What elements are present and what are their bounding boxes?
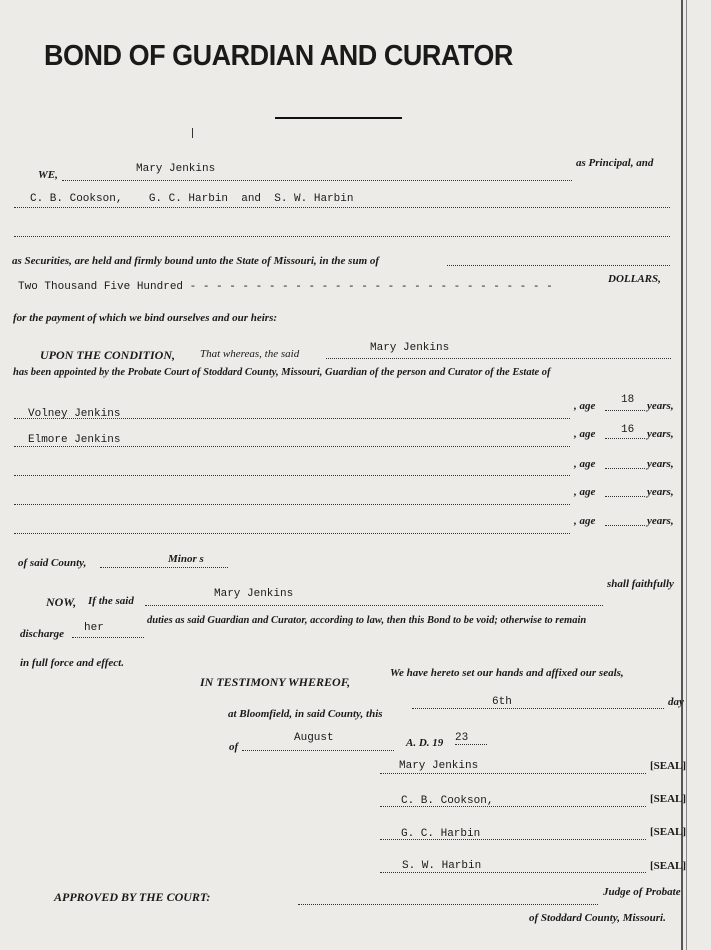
of-label: of [229,741,239,753]
approved-label: APPROVED BY THE COURT: [54,890,211,904]
pronoun-line [72,637,144,638]
at-bloomfield-label: at Bloomfield, in said County, this [228,708,383,720]
seal-4: [SEAL] [650,860,687,872]
signature-line-1 [380,773,646,774]
age-line-5 [605,525,645,526]
testimony-label: IN TESTIMONY WHEREOF, [200,675,351,689]
securities-line-2 [14,236,670,237]
minor-name-2: Elmore Jenkins [28,434,121,446]
year-field: 23 [455,732,469,744]
full-force-label: in full force and effect. [20,657,124,669]
age-label-1: , age [574,400,596,412]
day-line [412,708,664,709]
securities-field: C. B. Cookson, G. C. Harbin and S. W. Harbin [30,193,354,205]
minor-word-field: Minor s [168,553,204,565]
principal-line [62,180,572,181]
day-label: day [668,696,684,708]
signature-4: S. W. Harbin [402,860,482,872]
age-line-2 [605,438,645,439]
minor-name-1: Volney Jenkins [28,408,121,420]
sum-line-start [447,265,670,266]
month-line [242,750,394,751]
age-label-3: , age [574,458,596,470]
minor-line-5 [14,533,570,534]
minor-line-3 [14,475,570,476]
signature-line-4 [380,872,646,873]
as-principal-label: as Principal, and [576,157,654,169]
month-field: August [294,732,334,744]
sum-field: Two Thousand Five Hundred - - - - - - - - - - - - - - - - - - - - - - - - - - - - [18,281,553,293]
principal-field: Mary Jenkins [136,163,216,175]
we-label: WE, [38,169,58,181]
said-name-line [326,358,671,359]
as-securities-label: as Securities, are held and firmly bound unto the State of Missouri, in the sum of [12,255,380,267]
years-label-5: years, [647,515,674,527]
minor-line-4 [14,504,570,505]
seal-2: [SEAL] [650,793,687,805]
seal-1: [SEAL] [650,760,687,772]
years-label-4: years, [647,486,674,498]
signature-3: G. C. Harbin [401,828,481,840]
seal-3: [SEAL] [650,826,687,838]
years-label-2: years, [647,428,674,440]
page-edge [681,0,683,950]
years-label-1: years, [647,400,674,412]
dollars-label: DOLLARS, [608,273,661,285]
document-title: BOND OF GUARDIAN AND CURATOR [44,40,513,72]
ad-label: A. D. 19 [406,737,444,749]
minor-age-1: 18 [621,394,635,406]
now-name-field: Mary Jenkins [214,588,294,600]
if-the-said-label: If the said [88,595,134,607]
stray-mark [192,128,193,138]
page-edge-inner [686,0,687,950]
judge-label: Judge of Probate [603,886,681,898]
that-whereas-label: That whereas, the said [200,348,300,360]
signature-2: C. B. Cookson, [401,795,494,807]
years-label-3: years, [647,458,674,470]
now-name-line [145,605,603,606]
of-county-label: of Stoddard County, Missouri. [529,912,666,924]
duties-label: duties as said Guardian and Curator, according to law, then this Bond to be void; otherwise to remain [147,615,587,626]
now-label: NOW, [46,595,77,609]
appointed-label: has been appointed by the Probate Court of Stoddard County, Missouri, Guardian of the person and Curator of the Estate of [13,367,551,378]
judge-line [298,904,598,905]
minor-age-2: 16 [621,424,635,436]
signature-1: Mary Jenkins [399,760,479,772]
of-said-county-label: of said County, [18,557,87,569]
age-line-1 [605,410,645,411]
payment-label: for the payment of which we bind ourselves and our heirs: [13,312,278,324]
year-line [455,744,487,745]
said-name-field: Mary Jenkins [370,342,450,354]
age-label-4: , age [574,486,596,498]
shall-faithfully-label: shall faithfully [607,578,674,590]
age-line-4 [605,496,645,497]
age-label-2: , age [574,428,596,440]
testimony-rest-label: We have hereto set our hands and affixed our seals, [390,667,624,679]
minor-word-line [100,567,228,568]
discharge-label: discharge [20,628,64,640]
upon-condition-label: UPON THE CONDITION, [40,348,175,362]
minor-line-2 [14,446,570,447]
securities-line [14,207,670,208]
age-label-5: , age [574,515,596,527]
title-rule [275,117,402,119]
age-line-3 [605,468,645,469]
pronoun-field: her [84,622,104,634]
day-field: 6th [492,696,512,708]
